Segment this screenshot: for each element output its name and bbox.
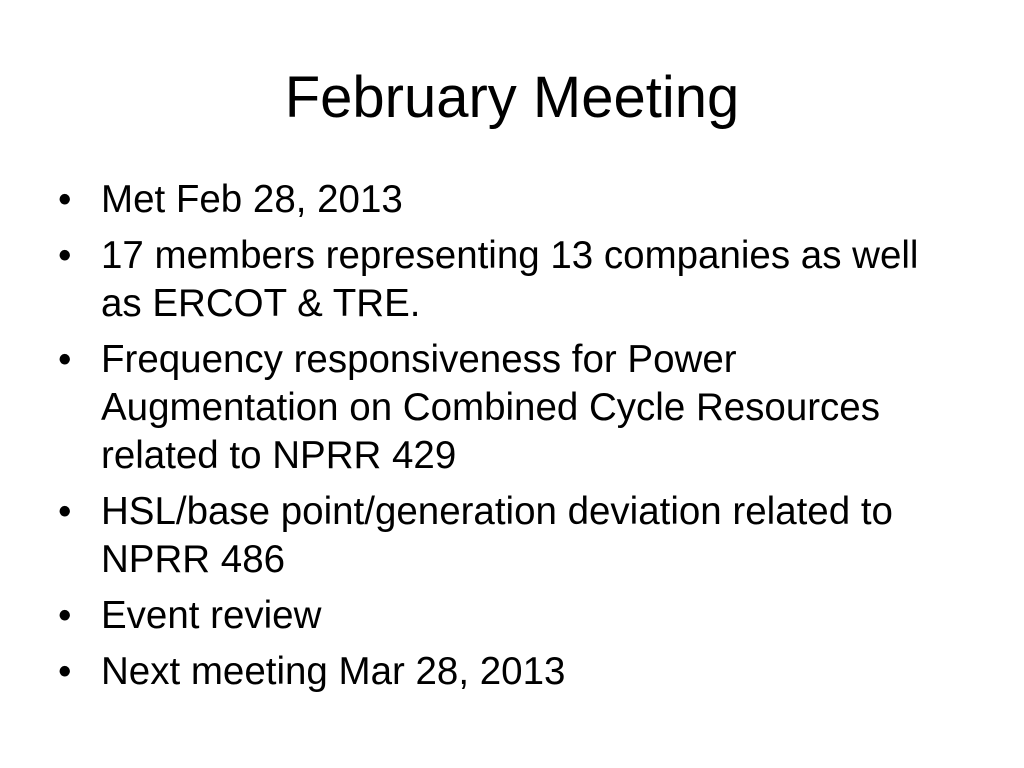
- bullet-item: [58, 648, 958, 696]
- bullet-marker: •: [58, 234, 72, 277]
- slide-title: February Meeting: [284, 65, 740, 130]
- bullet-text: HSL/base point/generation deviation related to NPRR 486: [101, 490, 893, 581]
- bullet-marker: •: [58, 338, 72, 381]
- bullet-item: [58, 592, 958, 640]
- bullet-item: [58, 232, 958, 328]
- bullet-item: [58, 176, 958, 224]
- bullet-marker: •: [58, 650, 72, 693]
- bullet-marker: •: [58, 594, 72, 637]
- bullet-text: Frequency responsiveness for Power Augmentation on Combined Cycle Resources related to NPRR 429: [101, 338, 880, 477]
- bullet-item: [58, 336, 958, 480]
- bullet-text: Next meeting Mar 28, 2013: [101, 650, 566, 693]
- bullet-text: 17 members representing 13 companies as well as ERCOT & TRE.: [101, 234, 919, 325]
- bullet-list: [58, 176, 958, 704]
- bullet-text: Event review: [101, 594, 322, 637]
- bullet-marker: •: [58, 178, 72, 221]
- bullet-text: Met Feb 28, 2013: [101, 178, 403, 221]
- bullet-item: [58, 488, 958, 584]
- bullet-marker: •: [58, 490, 72, 533]
